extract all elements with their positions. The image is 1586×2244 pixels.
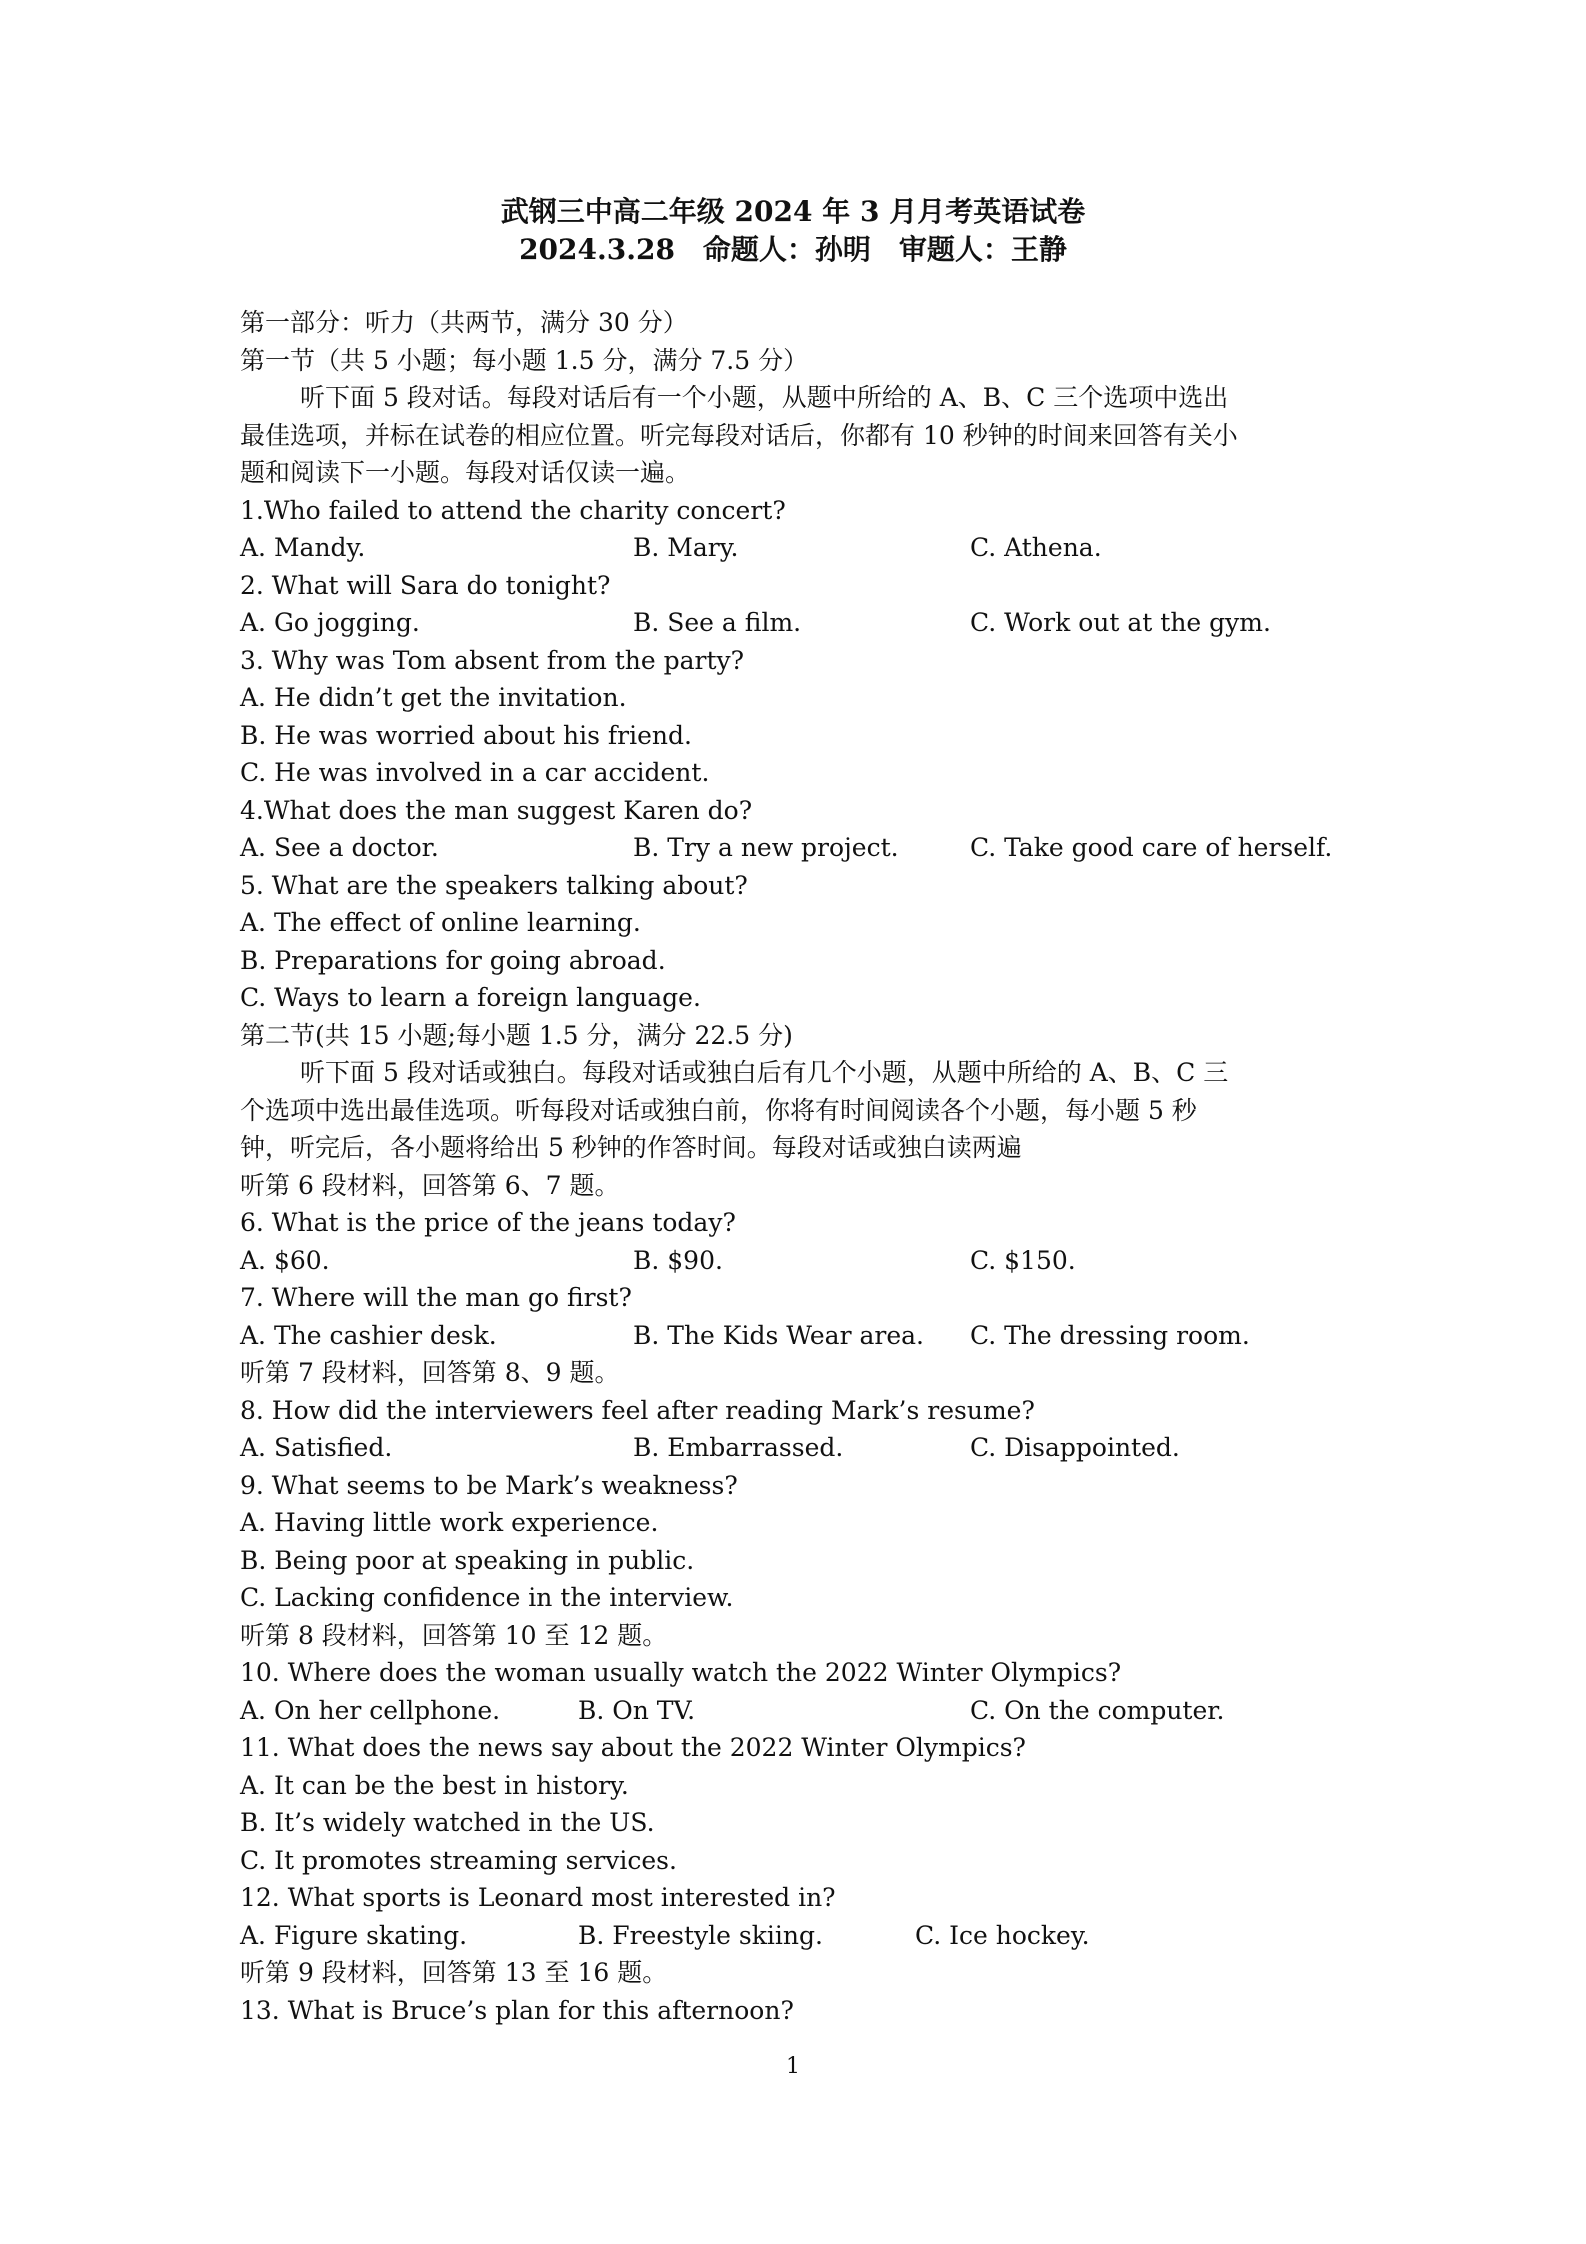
option-a: A. Figure skating. xyxy=(240,1920,468,1950)
question-text: 3. Why was Tom absent from the party? xyxy=(240,645,745,675)
option-c: C. On the computer. xyxy=(970,1695,1225,1725)
option-b: B. Freestyle skiing. xyxy=(578,1920,823,1950)
option-c: C. He was involved in a car accident. xyxy=(240,758,710,787)
option-b: B. Being poor at speaking in public. xyxy=(240,1545,695,1575)
part-heading: 第一部分：听力（共两节，满分 30 分） xyxy=(240,308,688,337)
option-c: C. Take good care of herself. xyxy=(970,833,1333,862)
section-instructions xyxy=(240,1054,1360,1167)
section-heading: 第二节(共 15 小题;每小题 1.5 分，满分 22.5 分) xyxy=(240,1020,793,1050)
instruction-line: 听下面 5 段对话。每段对话后有一个小题，从题中所给的 A、B、C 三个选项中选出 xyxy=(300,383,1229,412)
instruction-line: 个选项中选出最佳选项。听每段对话或独白前，你将有时间阅读各个小题，每小题 5 秒 xyxy=(240,1095,1197,1125)
question-text: 11. What does the news say about the 2022 Winter Olympics? xyxy=(240,1733,1026,1762)
option-b: B. Embarrassed. xyxy=(633,1433,844,1462)
question-text: 5. What are the speakers talking about? xyxy=(240,870,748,900)
option-b: B. It’s widely watched in the US. xyxy=(240,1808,655,1837)
material-heading: 听第 7 段材料，回答第 8、9 题。 xyxy=(240,1358,620,1387)
question-text: 9. What seems to be Mark’s weakness? xyxy=(240,1470,738,1500)
exam-title: 武钢三中高二年级 2024 年 3 月月考英语试卷 xyxy=(500,195,1086,228)
instruction-line: 听下面 5 段对话或独白。每段对话或独白后有几个小题，从题中所给的 A、B、C 三 xyxy=(300,1058,1229,1087)
option-a: A. Go jogging. xyxy=(240,608,420,637)
option-b: B. The Kids Wear area. xyxy=(633,1320,924,1350)
options-row xyxy=(240,1429,1360,1467)
option-c: C. Work out at the gym. xyxy=(970,608,1271,637)
option-a: A. See a doctor. xyxy=(240,833,439,862)
option-a: A. Mandy. xyxy=(240,533,366,562)
option-b: B. Preparations for going abroad. xyxy=(240,945,666,975)
options-row xyxy=(240,1242,1360,1280)
option-a: A. The effect of online learning. xyxy=(240,908,641,937)
question-text: 4.What does the man suggest Karen do? xyxy=(240,795,753,825)
option-a: A. The cashier desk. xyxy=(240,1320,497,1350)
instruction-line: 题和阅读下一小题。每段对话仅读一遍。 xyxy=(240,458,691,487)
question-text: 2. What will Sara do tonight? xyxy=(240,570,611,600)
option-a: A. It can be the best in history. xyxy=(240,1770,629,1800)
page-number: 1 xyxy=(786,2054,800,2079)
option-c: C. It promotes streaming services. xyxy=(240,1845,677,1875)
exam-content xyxy=(240,304,1360,2029)
option-b: B. Try a new project. xyxy=(633,833,899,862)
options-row xyxy=(240,1917,1360,1955)
question-text: 8. How did the interviewers feel after reading Mark’s resume? xyxy=(240,1395,1035,1425)
option-a: A. Satisfied. xyxy=(240,1433,393,1462)
options-row xyxy=(240,529,1360,567)
question-text: 13. What is Bruce’s plan for this afternoon? xyxy=(240,1995,794,2025)
question-text: 1.Who failed to attend the charity concert? xyxy=(240,495,786,525)
exam-subtitle: 2024.3.28 命题人：孙明 审题人：王静 xyxy=(519,233,1067,266)
option-a: A. $60. xyxy=(240,1245,330,1275)
option-c: C. Ice hockey. xyxy=(915,1920,1090,1950)
section-heading: 第一节（共 5 小题；每小题 1.5 分，满分 7.5 分） xyxy=(240,345,809,375)
question-text: 6. What is the price of the jeans today? xyxy=(240,1208,736,1237)
option-c: C. Lacking confidence in the interview. xyxy=(240,1583,734,1612)
option-c: C. Ways to learn a foreign language. xyxy=(240,983,701,1012)
option-b: B. See a film. xyxy=(633,608,802,637)
options-row xyxy=(240,604,1360,642)
option-b: B. $90. xyxy=(633,1245,723,1275)
options-row xyxy=(240,1317,1360,1355)
section-instructions xyxy=(240,379,1360,492)
instruction-line: 最佳选项，并标在试卷的相应位置。听完每段对话后，你都有 10 秒钟的时间来回答有关小 xyxy=(240,420,1238,450)
material-heading: 听第 6 段材料，回答第 6、7 题。 xyxy=(240,1170,620,1200)
option-a: A. On her cellphone. xyxy=(240,1695,501,1725)
option-c: C. $150. xyxy=(970,1245,1076,1275)
material-heading: 听第 8 段材料，回答第 10 至 12 题。 xyxy=(240,1620,668,1650)
option-b: B. He was worried about his friend. xyxy=(240,720,692,750)
option-a: A. He didn’t get the invitation. xyxy=(240,683,627,712)
options-row xyxy=(240,1692,1360,1730)
question-text: 7. Where will the man go first? xyxy=(240,1283,632,1312)
option-c: C. The dressing room. xyxy=(970,1320,1250,1350)
material-heading: 听第 9 段材料，回答第 13 至 16 题。 xyxy=(240,1958,668,1987)
option-a: A. Having little work experience. xyxy=(240,1508,659,1537)
option-b: B. On TV. xyxy=(578,1695,696,1725)
option-b: B. Mary. xyxy=(633,533,739,562)
instruction-line: 钟，听完后，各小题将给出 5 秒钟的作答时间。每段对话或独白读两遍 xyxy=(240,1133,1022,1162)
question-text: 12. What sports is Leonard most interested in? xyxy=(240,1883,836,1912)
option-c: C. Athena. xyxy=(970,533,1102,562)
option-c: C. Disappointed. xyxy=(970,1433,1180,1462)
options-row xyxy=(240,829,1360,867)
question-text: 10. Where does the woman usually watch the 2022 Winter Olympics? xyxy=(240,1658,1122,1687)
